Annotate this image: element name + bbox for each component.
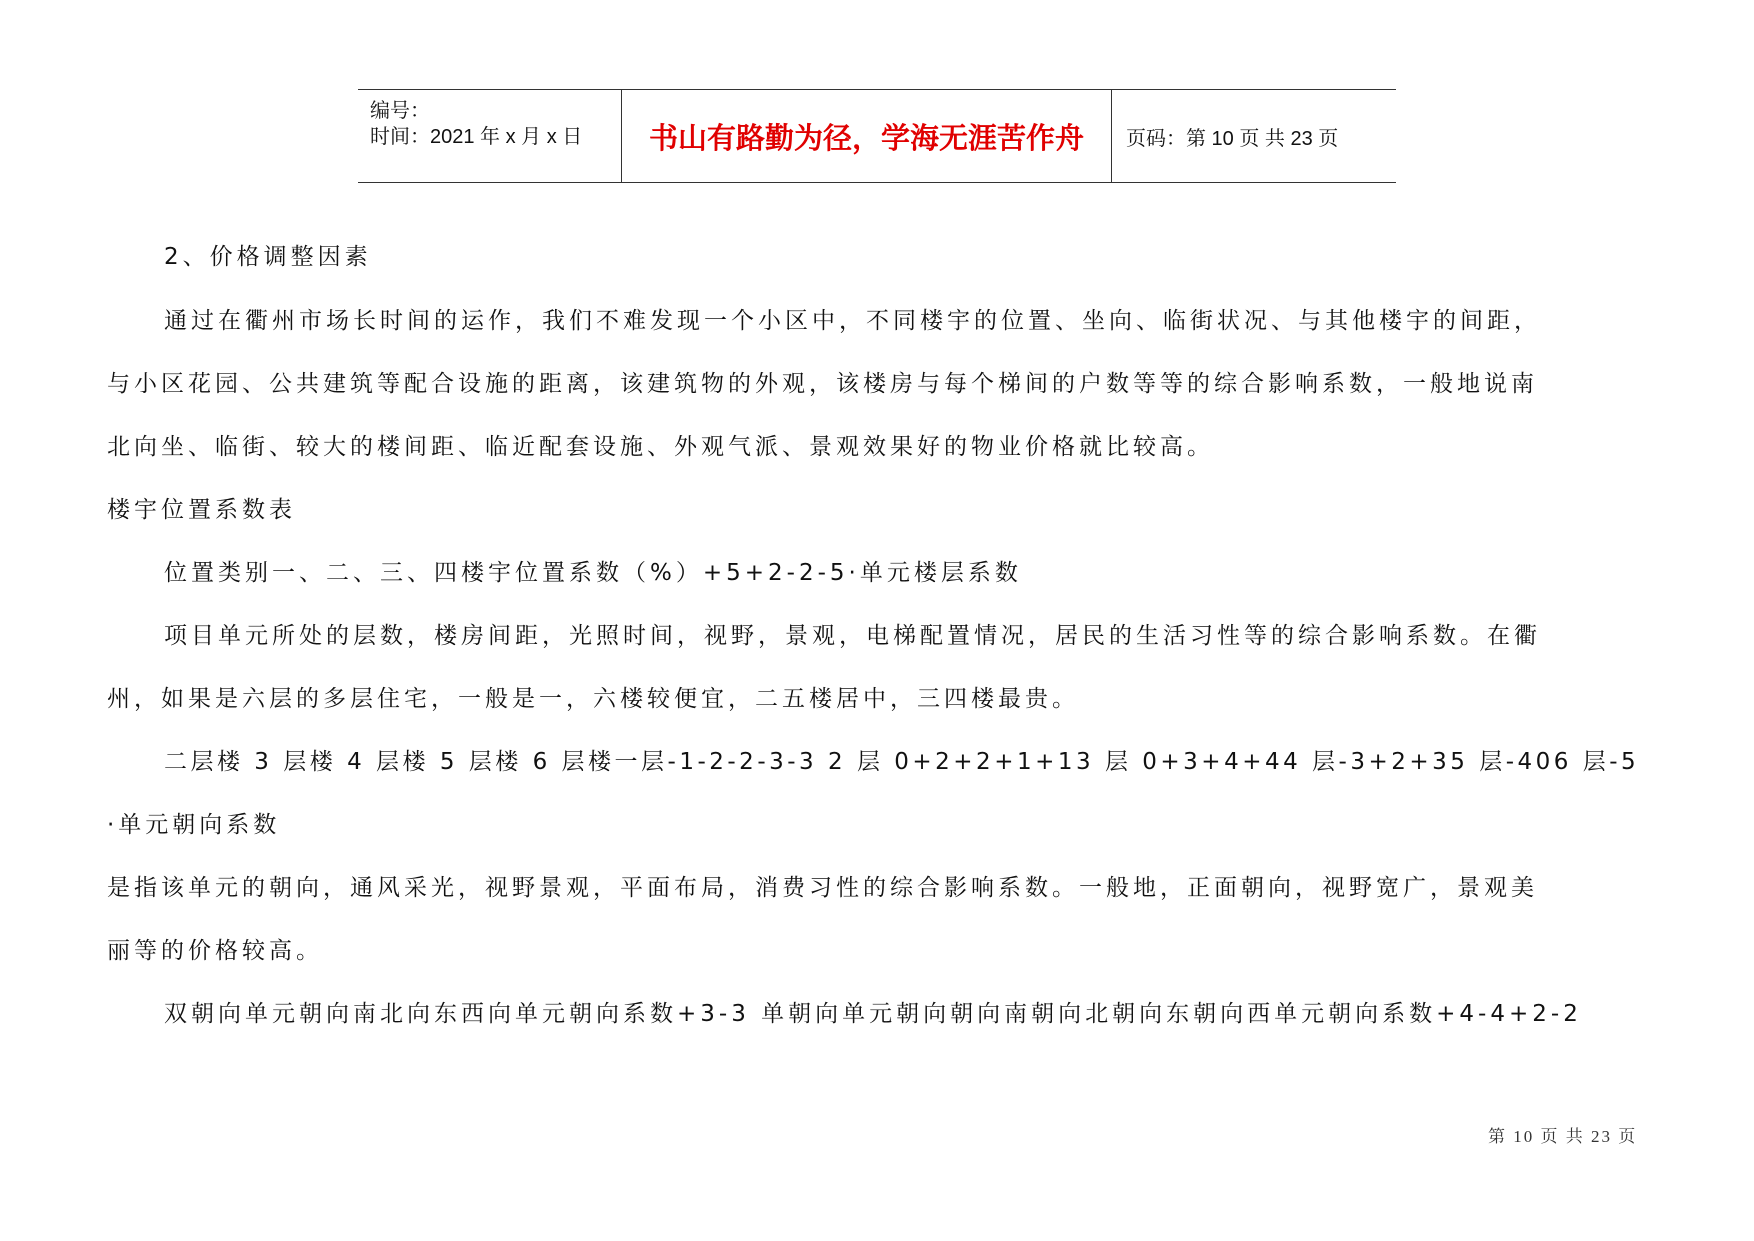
floor-coefficient-line: 二层楼 3 层楼 4 层楼 5 层楼 6 层楼一层-1-2-2-3-3 2 层 0+2+2+1+13 层 0+3+4+44 层-3+2+35 层-406 层-5 — [164, 749, 1640, 775]
paragraph-2-line-2: 州，如果是六层的多层住宅，一般是一，六楼较便宜，二五楼居中，三四楼最贵。 — [107, 686, 1079, 712]
page-footer: 第 10 页 共 23 页 — [1488, 1127, 1638, 1146]
orientation-coefficient-line: 双朝向单元朝向南北向东西向单元朝向系数+3-3 单朝向单元朝向朝向南朝向北朝向东朝向西单元朝向系数+4-4+2-2 — [164, 1001, 1582, 1027]
document-number: 编号： — [370, 100, 430, 122]
orientation-title: ·单元朝向系数 — [107, 812, 281, 838]
paragraph-1-line-3: 北向坐、临街、较大的楼间距、临近配套设施、外观气派、景观效果好的物业价格就比较高。 — [107, 434, 1214, 460]
document-time: 时间：2021 年 x 月 x 日 — [370, 126, 583, 148]
paragraph-2-line-1: 项目单元所处的层数，楼房间距，光照时间，视野，景观，电梯配置情况，居民的生活习性等的综合影响系数。在衢 — [164, 623, 1541, 649]
table-title: 楼宇位置系数表 — [107, 497, 296, 523]
page-header — [358, 89, 1396, 183]
header-meta — [358, 90, 622, 182]
paragraph-3-line-1: 是指该单元的朝向，通风采光，视野景观，平面布局，消费习性的综合影响系数。一般地，正面朝向，视野宽广，景观美 — [107, 875, 1538, 901]
header-page-cell — [1112, 90, 1396, 182]
paragraph-1-line-1: 通过在衢州市场长时间的运作，我们不难发现一个小区中，不同楼宇的位置、坐向、临街状况、与其他楼宇的间距， — [164, 308, 1541, 334]
motto-text: 书山有路勤为径，学海无涯苦作舟 — [648, 120, 1084, 155]
location-coefficient-line: 位置类别一、二、三、四楼宇位置系数（%）+5+2-2-5·单元楼层系数 — [164, 560, 1022, 586]
paragraph-1-line-2: 与小区花园、公共建筑等配合设施的距离，该建筑物的外观，该楼房与每个梯间的户数等等的综合影响系数，一般地说南 — [107, 371, 1538, 397]
section-heading: 2、价格调整因素 — [164, 244, 372, 270]
header-motto-cell — [622, 90, 1112, 182]
header-page-number: 页码：第 10 页 共 23 页 — [1126, 127, 1339, 150]
paragraph-3-line-2: 丽等的价格较高。 — [107, 938, 323, 964]
